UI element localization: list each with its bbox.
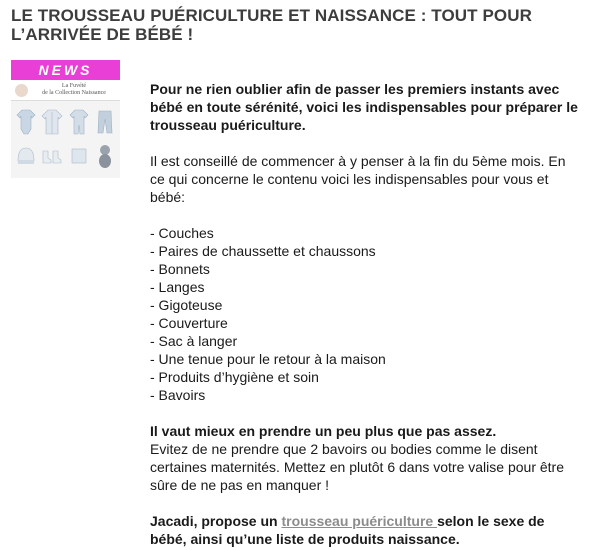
closing-paragraph [150,512,580,548]
thumbnail-brand-line2: de la Collection Naissance [42,90,106,96]
bodysuit-icon [15,107,37,137]
list-item: - Couches [150,225,214,241]
news-banner: NEWS [11,60,120,80]
advice-paragraph [150,422,580,494]
article-intro: Pour ne rien oublier afin de passer les premiers instants avec bébé en toute sérénité, voici les indispensables pour préparer le trousseau puériculture. [150,81,578,133]
list-item: - Bonnets [150,261,210,277]
pants-icon [94,107,116,137]
list-item: - Sac à langer [150,333,238,349]
thumbnail-header [11,80,120,101]
advice-bold: Il vaut mieux en prendre un peu plus que pas assez. [150,423,497,439]
article-paragraph: Il est conseillé de commencer à y penser à la fin du 5ème mois. En ce qui concerne le contenu voici les indispensables pour vous et bébé: [150,153,566,205]
jacket-icon [41,107,63,137]
bonnet-icon [15,141,37,171]
baby-photo-icon [15,84,28,97]
trousseau-link[interactable]: trousseau puériculture [281,513,438,529]
closing-text-after: selon le sexe de bébé, ainsi qu’une liste de produits naissance. [150,513,545,547]
advice-text: Evitez de ne prendre que 2 bavoirs ou bodies comme le disent certaines maternités. Mettez en plutôt 6 dans votre valise pour être sûre de ne pas en manquer ! [150,441,564,493]
list-item: - Une tenue pour le retour à la maison [150,351,386,367]
thumbnail-brand [32,83,116,97]
swaddle-icon [68,141,90,171]
list-item: - Couverture [150,315,228,331]
essentials-list [150,224,580,404]
article-body [150,80,580,548]
sleepsuit-icon [68,107,90,137]
list-item: - Bavoirs [150,387,206,403]
closing-text-before: Jacadi, propose un [150,513,282,529]
list-item: - Gigoteuse [150,297,223,313]
list-item: - Langes [150,279,205,295]
article-title: LE TROUSSEAU PUÉRICULTURE ET NAISSANCE : TOUT POUR L’ARRIVÉE DE BÉBÉ ! [11,6,533,44]
list-item: - Paires de chaussette et chaussons [150,243,376,259]
booties-icon [41,141,63,171]
list-item: - Produits d’hygiène et soin [150,369,319,385]
thumbnail-brand-line1: La Fuvété [61,83,87,89]
plush-toy-icon [94,141,116,171]
thumbnail-product-grid [11,101,120,177]
news-thumbnail[interactable] [11,60,120,178]
